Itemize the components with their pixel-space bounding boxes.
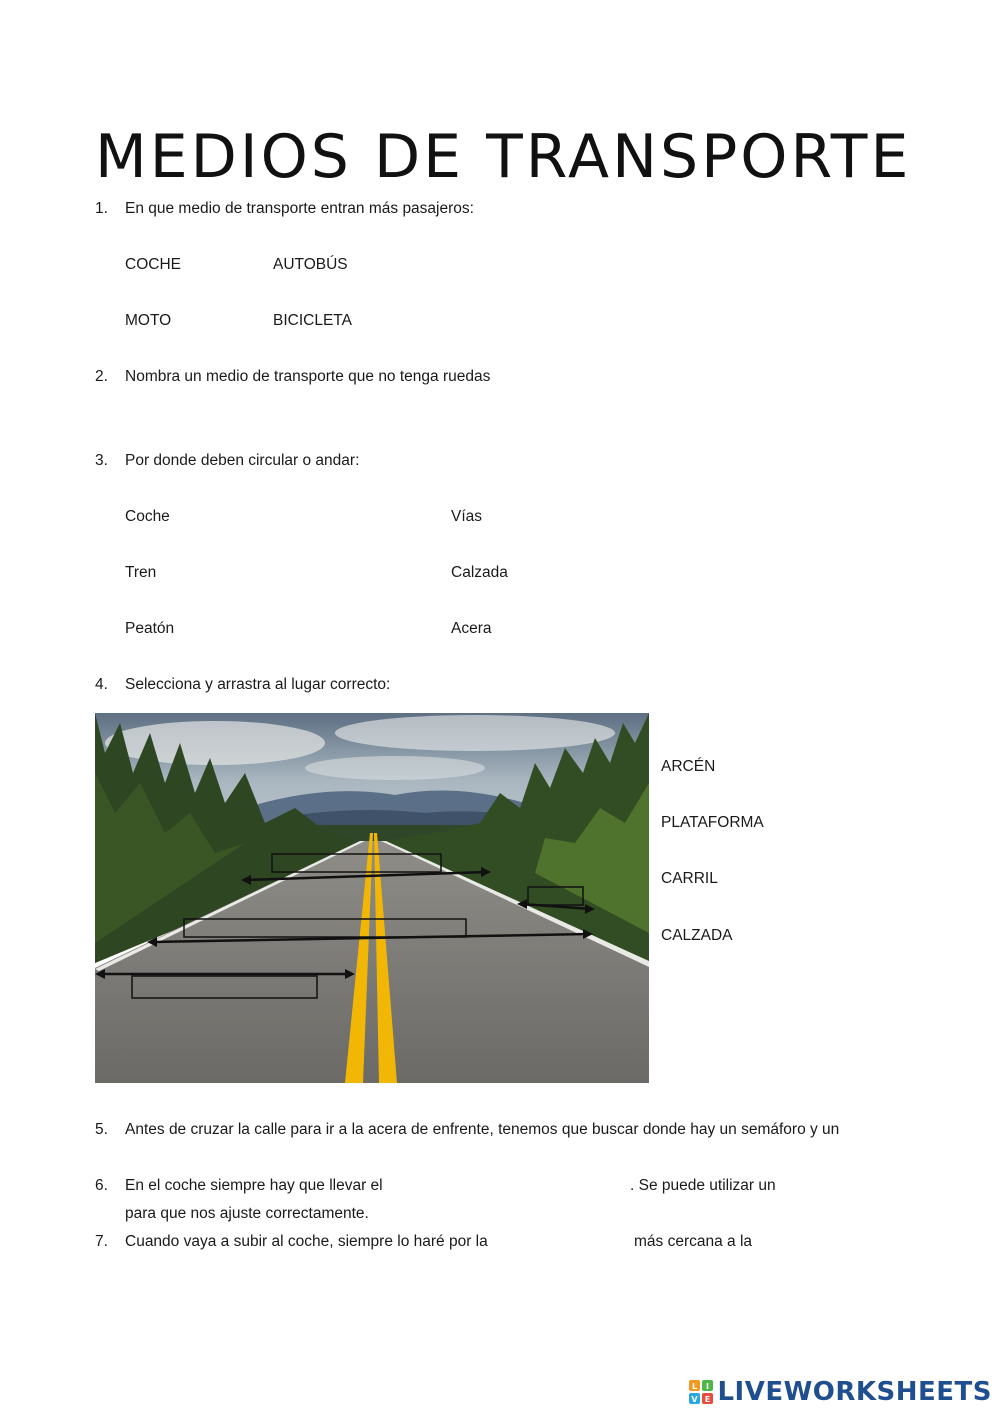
q3-text: Por donde deben circular o andar: bbox=[125, 452, 360, 469]
q1-option-bicicleta[interactable]: BICICLETA bbox=[273, 312, 352, 329]
badge-letter-v: V bbox=[691, 1395, 699, 1404]
q6-number: 6. bbox=[95, 1177, 108, 1194]
q3-left-tren[interactable]: Tren bbox=[125, 564, 157, 581]
q1-option-autobus[interactable]: AUTOBÚS bbox=[273, 256, 348, 273]
q1-text: En que medio de transporte entran más pasajeros: bbox=[125, 200, 474, 217]
q6-text-b: . Se puede utilizar un bbox=[630, 1177, 776, 1194]
badge-letter-l: L bbox=[692, 1382, 698, 1391]
drag-label-arcen[interactable]: ARCÉN bbox=[661, 758, 716, 775]
q2-text: Nombra un medio de transporte que no tenga ruedas bbox=[125, 368, 491, 385]
q2-answer-field[interactable] bbox=[125, 392, 625, 428]
q3-right-calzada[interactable]: Calzada bbox=[451, 564, 508, 581]
q6-blank-1[interactable] bbox=[395, 1174, 625, 1198]
liveworksheets-logo bbox=[689, 1377, 992, 1407]
q7-text-a: Cuando vaya a subir al coche, siempre lo haré por la bbox=[125, 1233, 488, 1250]
q3-left-peaton[interactable]: Peatón bbox=[125, 620, 175, 637]
road-photo bbox=[95, 713, 649, 1083]
q3-right-vias[interactable]: Vías bbox=[451, 508, 483, 525]
liveworksheets-badge-icon bbox=[689, 1380, 713, 1404]
q3-number: 3. bbox=[95, 452, 108, 469]
q5-number: 5. bbox=[95, 1121, 108, 1138]
q7-blank-2[interactable] bbox=[758, 1230, 958, 1254]
q6-text-c: para que nos ajuste correctamente. bbox=[125, 1205, 369, 1222]
q6-text-a: En el coche siempre hay que llevar el bbox=[125, 1177, 383, 1194]
q3-left-coche[interactable]: Coche bbox=[125, 508, 170, 525]
q1-number: 1. bbox=[95, 200, 108, 217]
q5-text: Antes de cruzar la calle para ir a la acera de enfrente, tenemos que buscar donde hay un semáforo y un bbox=[125, 1121, 840, 1138]
q7-blank-1[interactable] bbox=[503, 1230, 628, 1254]
q7-text-b: más cercana a la bbox=[634, 1233, 753, 1250]
drag-label-carril[interactable]: CARRIL bbox=[661, 870, 718, 887]
q3-right-acera[interactable]: Acera bbox=[451, 620, 492, 637]
page-title: MEDIOS DE TRANSPORTE bbox=[95, 122, 912, 192]
q1-option-moto[interactable]: MOTO bbox=[125, 312, 172, 329]
drag-label-calzada[interactable]: CALZADA bbox=[661, 927, 733, 944]
q7-number: 7. bbox=[95, 1233, 108, 1250]
q4-text: Selecciona y arrastra al lugar correcto: bbox=[125, 676, 391, 693]
q4-number: 4. bbox=[95, 676, 108, 693]
liveworksheets-logo-text: LIVEWORKSHEETS bbox=[717, 1377, 992, 1407]
drag-label-plataforma[interactable]: PLATAFORMA bbox=[661, 814, 764, 831]
badge-letter-e: E bbox=[705, 1395, 711, 1404]
badge-letter-i: I bbox=[706, 1382, 710, 1391]
q1-option-coche[interactable]: COCHE bbox=[125, 256, 181, 273]
q2-number: 2. bbox=[95, 368, 108, 385]
